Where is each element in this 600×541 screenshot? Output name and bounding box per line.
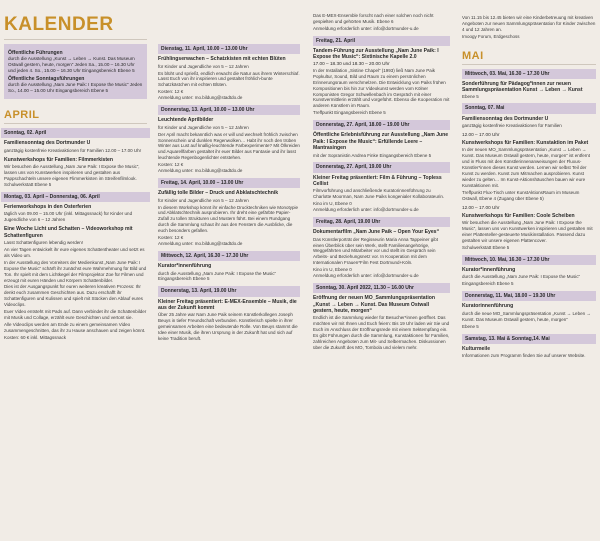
- event-location: Imoogy Forum, Erdgeschoss: [462, 33, 520, 39]
- event-description: ganztägig kostenfreie Kreativaktionen für Familien: [462, 123, 562, 129]
- event-title: Kulturmeile: [462, 345, 491, 352]
- event-location: Eingangsbereich Ebene 5: [462, 281, 514, 287]
- event-title: Öffentliche Erlebnisführung zur Ausstellung „Nam June Paik: I Expose the Music“: Erfüllende Leere – Mantrasingen: [313, 132, 449, 152]
- section-title-april: APRIL: [4, 109, 40, 122]
- event-fee: Kosten: 12 €: [158, 89, 184, 95]
- event-audience: für Kinder und Jugendliche von 5 – 12 Jahren: [158, 124, 249, 130]
- event-description: durch die neue MO_Sammlungspräsentation „Kunst → Leben → Kunst. Das Museum Ostwall gestern, heute, morgen“: [462, 310, 591, 322]
- event-description: Es blüht und sprießt, endlich erwacht die Natur aus ihrem Winterschlaf. Lasst Euch von ihr inspirieren und gestaltet fröhlich-bunte Schatzkästchen mit echten Blüten.: [158, 70, 300, 88]
- event-registration: Anmeldung unter: mo.bildung@stadtdo.de: [158, 241, 243, 247]
- column-3: [308, 0, 454, 541]
- event-date-header: Freitag, 28. April, 19.00 Uhr: [313, 217, 450, 227]
- event-time: 12.00 – 17.00 Uhr: [462, 204, 500, 210]
- event-description: In der Installation „Sistine Chapel“ (1993) ließ Nam June Paik Popkultur, Sound, Bild und Raum zu einem persönlichen Erinnerungsraum verschmelzen. Die Entwicklung von Paiks frühen Kompositionen bis hin zur Videokunst werden vom Kölner Komponisten Gregor Schwellenbach im Gespräch mit einer Kunstvermittlerin erzählt und vorgeführt. Ebenso die Kooperation mit anderen Künstlern im Raum.: [313, 67, 450, 109]
- event-date-header: Donnerstag, 11. Mai, 18.00 – 19.30 Uhr: [462, 291, 596, 301]
- event-title: Kunstwerkshops für Familien: Coole Scheiben: [462, 212, 575, 219]
- event-title: Tandem-Führung zur Ausstellung „Nam June Paik: I Expose the Music“: Sixtinische Kapelle 2.0: [313, 47, 439, 61]
- event-registration: Anmeldung unter: mo.bildung@stadtdo.de: [158, 95, 243, 101]
- guided-tours-box: [4, 44, 147, 99]
- event-date-header: Dienstag, 11. April, 10.00 – 13.00 Uhr: [158, 44, 300, 54]
- event-registration: Anmeldung unter: mo.bildung@stadtdo.de: [158, 168, 243, 174]
- event-title: Familiensonntag des Dortmunder U: [462, 115, 549, 122]
- event-description: täglich von 09.00 – 15.00 Uhr (inkl. Mittagssnack) für Kinder und Jugendliche von 6 – 12 Jahren: [4, 211, 133, 223]
- divider: [462, 64, 596, 65]
- event-location: Schulwerkstatt Ebene 5: [462, 244, 510, 250]
- event-title: Frühlingserwachen – Schatzkisten mit echten Blüten: [158, 56, 286, 63]
- event-date-header: Samstag, 13. Mai & Sonntag,14. Mai: [462, 334, 596, 344]
- event-date-header: Donnerstag, 27. April, 19.00 Uhr: [313, 162, 450, 172]
- event-title: Kurator*innenführung: [158, 263, 212, 270]
- event-location: Kino im U, Ebene 0: [313, 267, 352, 273]
- column-4: [456, 0, 600, 541]
- event-time: 12.00 – 17.00 Uhr: [462, 132, 500, 138]
- event-description: Wir besuchen die Ausstellung „Nam June Paik: I Expose the Music“, lassen uns von Kunstwerken inspirieren und gestalten mit einer Plattenteller-gesteuerte Musikinstallation. Passend dazu gestalten wir unsere eigenen Plattencover.: [462, 220, 593, 244]
- event-title: Kleiner Freitag präsentiert: Film & Führung – Topless Cellist: [313, 174, 442, 188]
- event-audience: für Kinder und Jugendliche von 5 – 12 Jahren: [158, 197, 249, 203]
- event-description: Über 25 Jahre war Nam June Paik seinem Künstlerkollegen Joseph Beuys in tiefer Freundschaft verbunden. Künstlerisch spielte in ihrer gemeinsamen Arbeiten eine bedeutende Rolle. Von Beuys stammt die Idee einer Musik, die ihren Ursprung in der Zukunft hat und sich auf keine Tradition beruft.: [158, 312, 298, 342]
- event-date-header: Donnerstag, 13. April, 19.00 Uhr: [158, 286, 300, 296]
- event-description: In der neuen MO_Sammlungspräsentation „Kunst → Leben → Kunst. Das Museum Ostwall gestern, heute, morgen“ ist entfernt und in Fluss mit den Künstlerinnenanweisungen der Fluxus-Künstler*innen dieses Kunst werden. Lernen wir selbst Teil der Kunst zu werden. Kunst zum Mitmachen ausprobieren. Kunst wieder zu gelten… Im Kunst-Aktionshäuschen bauen wir eure Kunstaktionen mit.: [462, 147, 591, 189]
- event-date-header: Mittwoch, 12. April, 16.30 – 17.30 Uhr: [158, 251, 300, 261]
- event-meeting-point: Treffpunkt Eingangsbereich Ebene 5: [313, 110, 386, 116]
- box-heading-sunday: Öffentliche Sonntagsführungen: [8, 76, 85, 83]
- event-description: Lasst Schattenfiguren lebendig werden!: [4, 239, 84, 245]
- event-title: Kuratorinnenführung: [462, 303, 514, 310]
- event-description: Wir besuchen die Ausstellung „Nam June Paik: I Expose the Music“, lassen uns von Kunstwerken inspirieren und gestalten aus Pappschachteln unsere eigenen Flimmerkisten im Streifenfilmlook. Schulwerkstatt Ebene 5: [4, 163, 140, 187]
- event-date-header: Mittwoch, 03. Mai, 16.30 – 17.30 Uhr: [462, 69, 596, 79]
- event-location: Treffpunkt Flux-Tisch unter KunstAktionsRaum im Museum Ostwall, Ebene 4 (Zugang über Ebene 5): [462, 190, 580, 201]
- event-description: Von 11.15 bis 12.45 bieten wir eine Kinderbetreuung mit kreativen Angeboten zur neuen Sammlungspräsentation für Kinder zwischen 4 und 12 Jahren an.: [462, 15, 596, 32]
- box-text-sunday: durch die Ausstellung „Nam June Paik: I Expose the Music“ Jeden So., 14.00 – 15.00 Uhr Eingangsbereich Ebene 5: [8, 82, 143, 94]
- event-date-header: Freitag, 21. April: [313, 36, 450, 46]
- event-title: Kunstwerkshops für Familien: Filmmerkisten: [4, 156, 113, 163]
- event-description: Der April macht bekanntlich was er will und wechselt fröhlich zwischen Sonnenschein und dunklen Regenwolken… Habt ihr noch den trüben Winter aus Lust auf knallig-leuchtende Farbexperimente? Mit Ölkreiden und Aquarellfarben gestaltet ihr euer Bilder aus Fantasie und ihr lasst leuchtende Regenbogenlichter entstehen.: [158, 131, 300, 161]
- box-heading-tours: Öffentliche Führungen: [8, 50, 63, 56]
- box-text-tours: durch die Ausstellung „Kunst → Leben → Kunst. Das Museum Ostwall gestern, heute, morgen“ Jeden Sa., 15.00 – 16.30 Uhr und jeden 4. So., 15.00 – 16.30 Uhr Eingangsbereich Ebene 5: [8, 56, 135, 74]
- event-description: mit der Sopranistin Andrea Finke Eingangsbereich Ebene 5: [313, 152, 432, 158]
- event-title: Kunstwerkshops für Familien: Kunstaktion im Paket: [462, 140, 589, 147]
- event-description: Das E-MEX-Ensemble forscht nach einer solchen noch nicht gespielten und gehörten Musik. Ebene 6: [313, 13, 434, 24]
- event-description: Euer Video entsteht mit Pads auf. Dann verbindet ihr die Schattenbilder mit Musik und Collage, erzählt eure Geschichten und vertont sie.: [4, 309, 147, 321]
- column-1: [0, 0, 150, 541]
- event-fee: Kosten: 12 €: [158, 235, 184, 241]
- event-registration: Anmeldung erforderlich unter: info@dortmunder-u.de: [313, 25, 419, 31]
- divider: [4, 123, 147, 124]
- event-description: ganztägig kostenfreie Kreativaktionen für Familien 12.00 – 17.00 Uhr: [4, 147, 142, 153]
- event-description: Dies ist der Ausgangspunkt für euren weiteren kreativen Prozess: Ihr denkt euch zusammen Geschichten aus. Dazu erschafft ihr Schattenfiguren und Kulissen und spielt mit Stücken den Ablauf eures Videoclips.: [4, 284, 143, 308]
- event-title: Familiensonntag des Dortmunder U: [4, 140, 91, 147]
- event-title: Sonderführung für Pädagog*innen zur neuen Sammlungspräsentation Kunst → Leben → Kunst: [462, 80, 583, 94]
- event-description: In diesem Workshop könnt ihr einfache Drucktechniken wie Monotypie und Abklatschtechnik ausprobieren. Ihr dreht eine gefärbte Papier-Zufall zu tollen Strukturen und Mustern führt. Bei einem Rundgang durch die Sammlung schaut ihr aus den Fenstern die Ausblicke, die euch besonders gefallen.: [158, 204, 298, 234]
- event-description: Alle Videoclips werden am Ende zu einem gemeinsamen Video zusammengeschnitten, das ihr zu Hause anschauen und zeigen könnt.: [4, 322, 146, 334]
- event-location: Ebene 5: [462, 93, 479, 99]
- event-date-header: Donnerstag, 13. April, 10.00 – 13.00 Uhr: [158, 105, 300, 115]
- column-2: [152, 0, 306, 541]
- event-description: An vier Tagen entwickelt ihr eure eigenes Schattentheater und setzt es als Video um.: [4, 246, 145, 258]
- event-title: Eröffnung der neuen MO_Sammlungspräsentation „Kunst → Leben → Kunst. Das Museum Ostwall gestern, heute, morgen“: [313, 295, 435, 314]
- event-date-header: Mittwoch, 10. Mai, 16.30 – 17.30 Uhr: [462, 255, 596, 265]
- event-description: durch die Ausstellung „Nam June Paik: I Expose the Music“ Eingangsbereich Ebene 5: [158, 270, 277, 282]
- event-title: Kleiner Freitag präsentiert: E-MEX-Ensemble – Musik, die aus der Zukunft kommt: [158, 298, 297, 311]
- event-title: Kurator*innenführung: [462, 267, 516, 274]
- event-description: Das Künstlerporträt der Regisseurin Maria Anna Tappeiner gibt einen Überblick über sein Werk, stellt Familienangehörige, Weggefährten und Mitarbeiter vor und stellt im Gespräch sein Arbeits- und Beziehungsnetz vor. In Kooperation mit dem Internationalen Frauen*Film Fest Dortmund+Köln.: [313, 236, 438, 266]
- event-date-header: Montag, 03. April – Donnerstag, 06. April: [1, 192, 150, 202]
- event-time: 17.00 – 18.30 und 18.30 – 20.00 Uhr: [313, 60, 390, 66]
- event-registration: Anmeldung erforderlich unter: info@dortmunder-u.de: [313, 273, 419, 279]
- event-description: In der Ausstellung des Vorreiters der Medienkunst „Nam June Paik: I Expose the Music“ schärft ihr zunächst eure Wahrnehmung für Bild und Ton. Ihr spielt mit dem Lichtkegel der Filmprojektor Zoe für Filmen und erzeugt mit euren Händen und Körpern Schattenbilder.: [4, 259, 147, 283]
- section-title-mai: MAI: [462, 49, 484, 62]
- event-title: Zufällig tolle Bilder – Druck und Abklatschtechnik: [158, 190, 279, 197]
- event-description: durch die Ausstellung „Nam June Paik: I Expose the Music“: [462, 274, 581, 280]
- event-title: Ferienworkshops in den Osterferien: [4, 203, 92, 210]
- event-date-header: Freitag, 14. April, 10.00 – 13.00 Uhr: [158, 178, 300, 188]
- event-description: Informationen zum Programm finden Sie auf unserer Website.: [462, 353, 586, 359]
- divider: [4, 39, 147, 40]
- event-fee: Kosten: 60 € inkl. Mittagssnack: [4, 334, 67, 340]
- page-title: KALENDER: [4, 14, 114, 35]
- event-date-header: Donnerstag, 27. April, 18.00 – 19.00 Uhr: [313, 120, 450, 130]
- event-registration: Anmeldung erforderlich unter: info@dortmunder-u.de: [313, 207, 419, 213]
- event-location: Kino im U, Ebene 0: [313, 201, 352, 207]
- event-date-header: Sonntag, 30. April 2022, 11.30 – 16.00 Uhr: [313, 283, 450, 293]
- event-description: Endlich ist die Sammlung wieder für Besucher*innen geöffnet. Das möchten wir mit Ihnen und Euch feiern: Bis 19 Uhr laden wir Sie und Euch im Anschluss der Eröffnungsrede mit einem Sektempfang ein. Es gibt Führungen durch die Sammlung, Kunstaktionen für Familien, zahlreichen Angeboten zum Mit- und Selbermachen. Diskussionen über die Zukunft des MO, Tombola und vielem mehr.: [313, 315, 450, 350]
- event-audience: für Kinder und Jugendliche von 5 – 12 Jahren: [158, 63, 249, 69]
- event-fee: Kosten: 12 €: [158, 162, 184, 168]
- event-title: Dokumentarfilm „Nam June Paik – Open Your Eyes“: [313, 229, 440, 236]
- event-location: Ebene 5: [462, 323, 479, 329]
- event-title: Eine Woche Licht und Schatten – Videoworkshop mit Schattenfiguren: [4, 226, 133, 239]
- event-description: Filmvorführung und anschließende Kuratorinnenführung zu Charlotte Moorman, Nam June Paiks kongenialer Kollaborateurin.: [313, 188, 445, 200]
- event-title: Leuchtende Aprilbilder: [158, 117, 214, 124]
- event-date-header: Sonntag, 07. Mai: [462, 103, 596, 113]
- event-date-header: Sonntag, 02. April: [1, 128, 150, 138]
